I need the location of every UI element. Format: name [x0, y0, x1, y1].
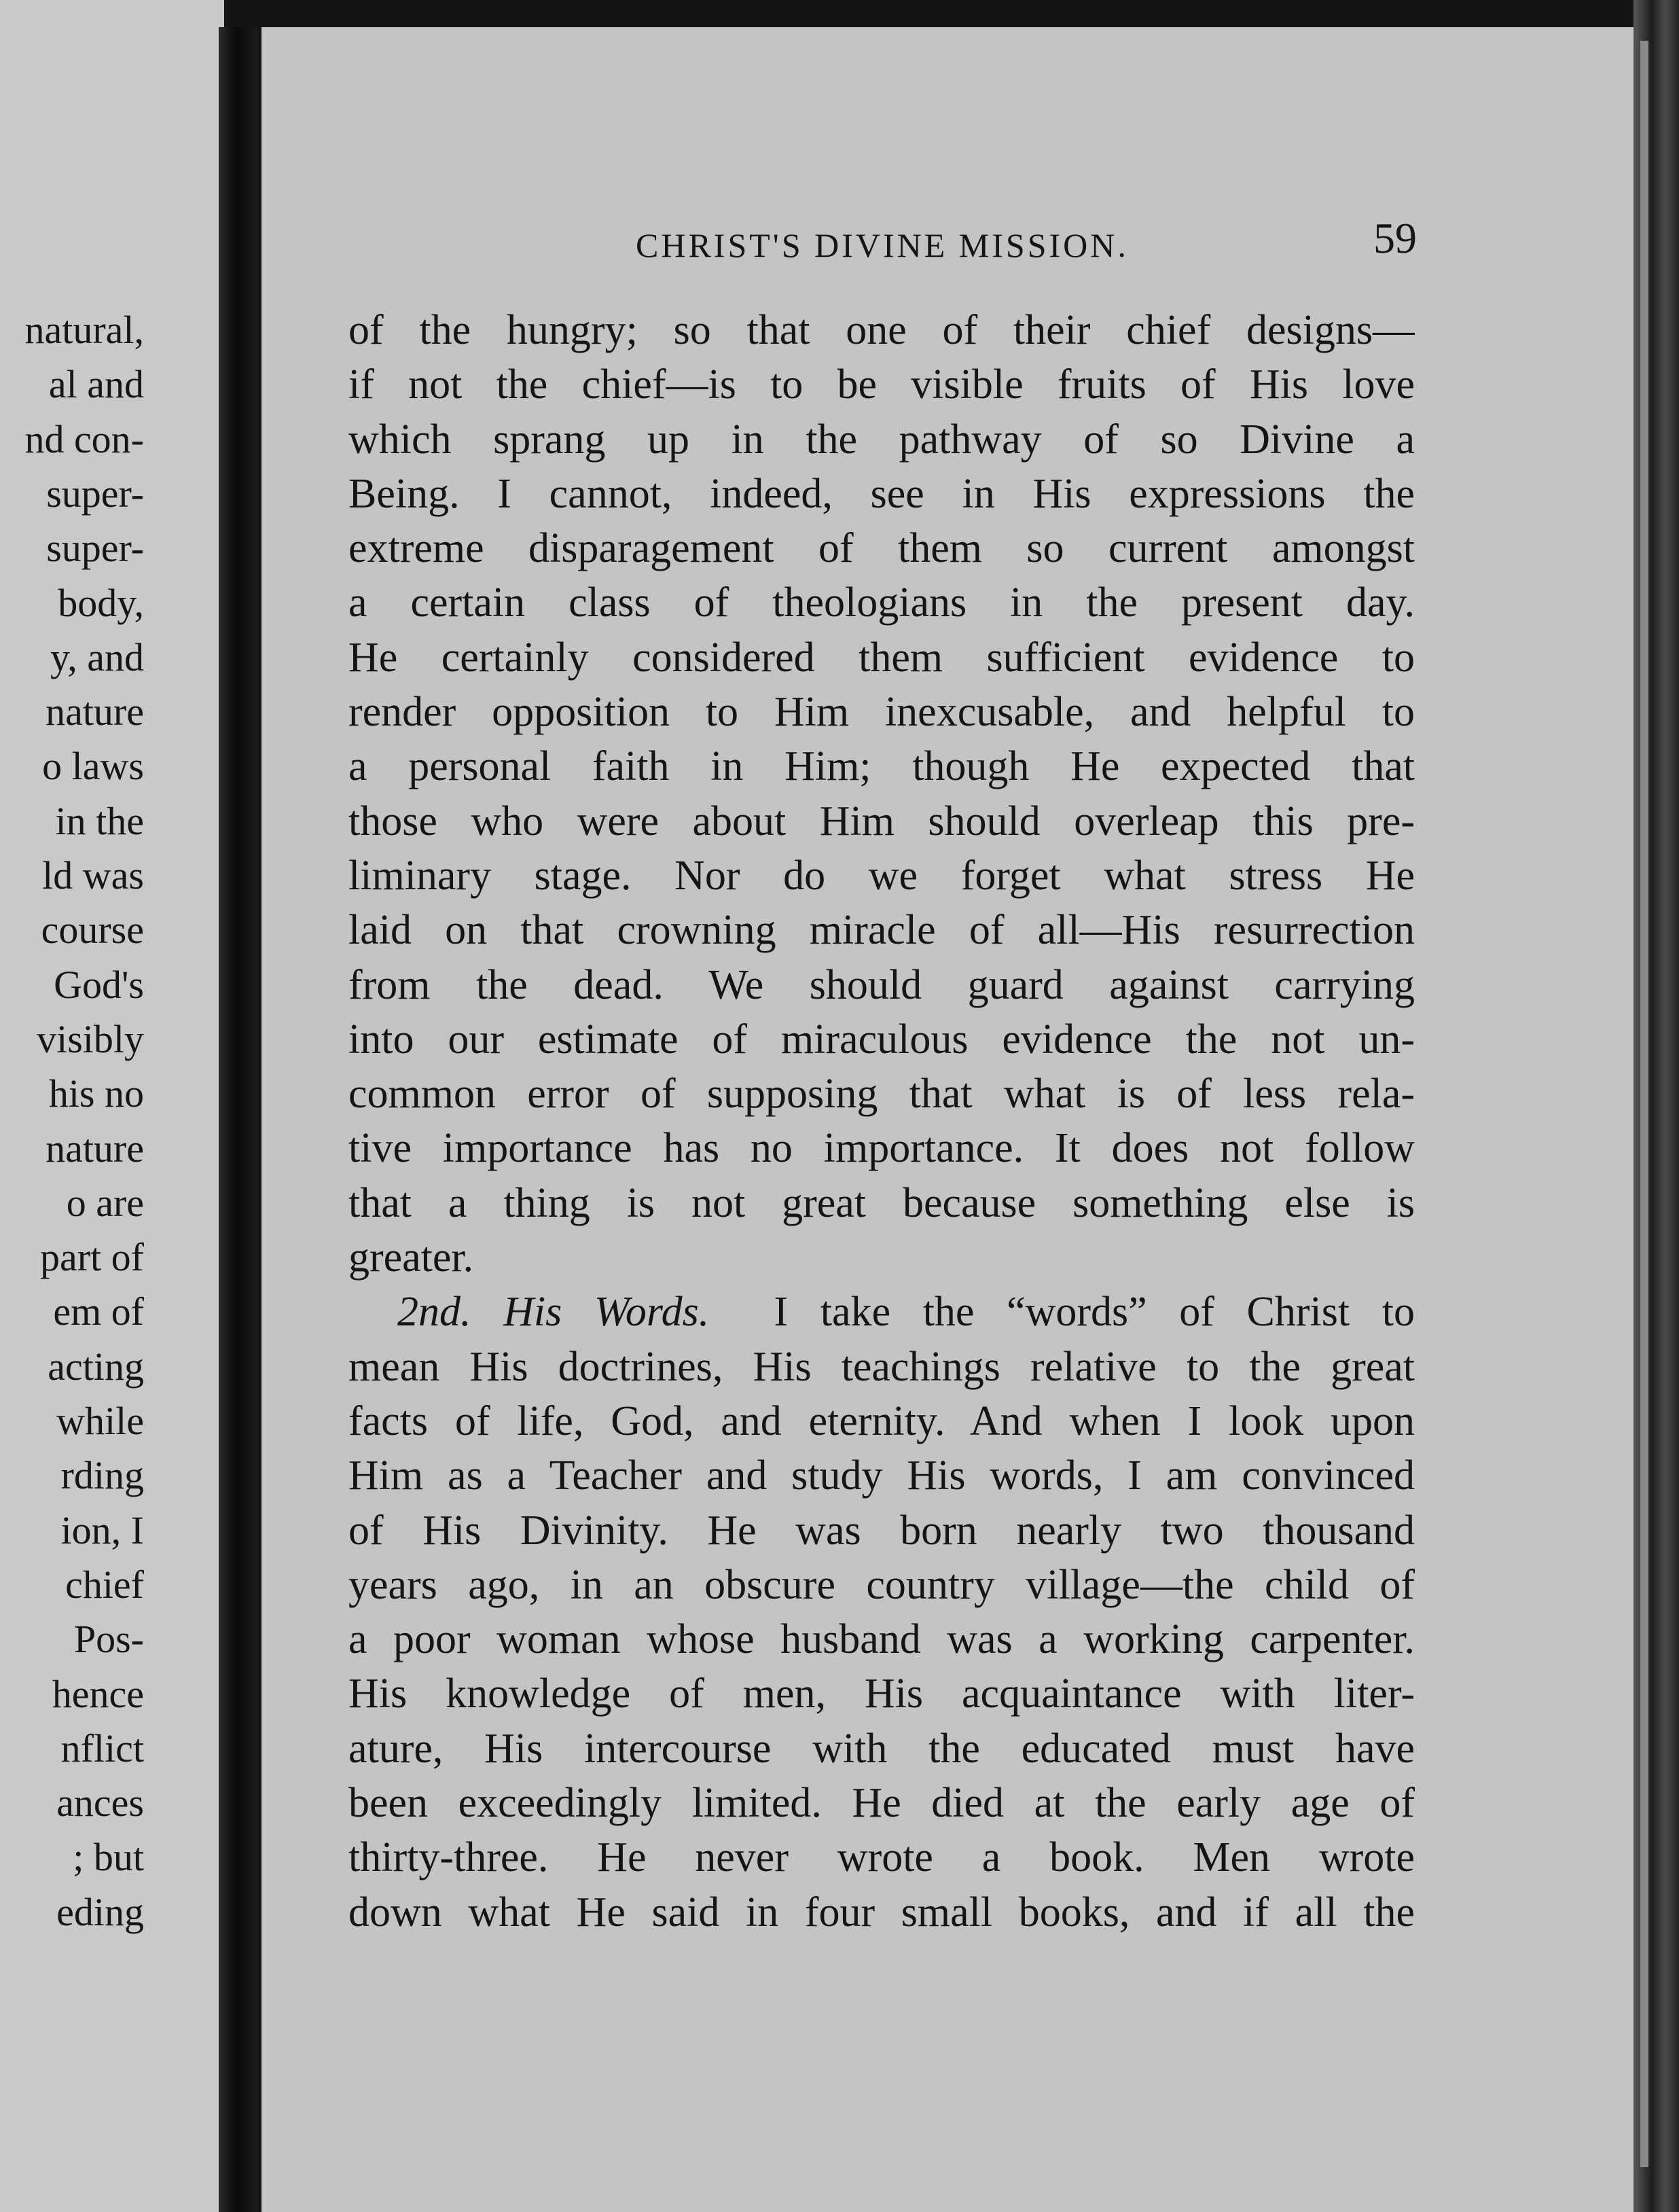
book-gutter	[219, 27, 258, 2212]
left-page-line-fragment: ld was	[42, 853, 144, 897]
text-line: laid on that crowning miracle of all—His resurrection	[348, 907, 1415, 954]
text-line: a personal faith in Him; though He expected that	[348, 743, 1415, 790]
text-fragment: I take the “words” of Christ to	[774, 1289, 1415, 1336]
running-title: CHRIST'S DIVINE MISSION.	[636, 226, 1129, 264]
text-line: into our estimate of miraculous evidence the not un-	[348, 1016, 1415, 1063]
left-page-line-fragment: in the	[55, 798, 144, 843]
text-line: He certainly considered them sufficient evidence to	[348, 634, 1415, 681]
left-page-line-fragment: course	[41, 908, 144, 952]
text-line: thirty-three. He never wrote a book. Men wrote	[348, 1834, 1415, 1881]
text-line: Him as a Teacher and study His words, I am convinced	[348, 1452, 1415, 1499]
text-line: from the dead. We should guard against carrying	[348, 961, 1415, 1008]
left-page-line-fragment: visibly	[37, 1016, 144, 1061]
left-page-line-fragment: o laws	[42, 744, 144, 789]
left-page-line-fragment: body,	[58, 580, 144, 625]
text-line: that a thing is not great because something else is	[348, 1179, 1415, 1226]
paragraph-2-first-line	[348, 1285, 1415, 1339]
text-line: ature, His intercourse with the educated must have	[348, 1725, 1415, 1772]
text-line: which sprang up in the pathway of so Divine a	[348, 416, 1415, 463]
text-line: render opposition to Him inexcusable, and helpful to	[348, 689, 1415, 736]
left-page-cropped	[0, 0, 224, 2212]
paragraph-end-line: greater.	[348, 1234, 474, 1281]
text-line: tive importance has no importance. It does not follow	[348, 1125, 1415, 1172]
left-page-line-fragment: part of	[40, 1235, 144, 1280]
left-page-line-fragment: nflict	[60, 1726, 144, 1770]
body-text	[348, 303, 1415, 1940]
left-page-line-fragment: super-	[46, 471, 144, 516]
left-page-line-fragment: rding	[60, 1453, 144, 1498]
text-line: down what He said in four small books, and if all the	[348, 1889, 1415, 1936]
left-page-line-fragment: al and	[48, 362, 144, 407]
text-line: a poor woman whose husband was a working carpenter.	[348, 1616, 1415, 1663]
left-page-line-fragment: hence	[52, 1671, 144, 1716]
left-page-line-fragment: ances	[56, 1781, 144, 1825]
section-heading: 2nd. His Words.	[397, 1289, 710, 1336]
left-page-line-fragment: ; but	[73, 1835, 144, 1880]
left-page-line-fragment: y, and	[50, 635, 144, 679]
text-line: if not the chief—is to be visible fruits of His love	[348, 361, 1415, 408]
left-page-line-fragment: nature	[46, 1126, 144, 1171]
text-line: of His Divinity. He was born nearly two thousand	[348, 1507, 1415, 1554]
page-header	[636, 213, 1417, 274]
left-page-line-fragment: o are	[66, 1180, 144, 1225]
page-number: 59	[1373, 214, 1417, 262]
text-line: facts of life, God, and eternity. And when I look upon	[348, 1397, 1415, 1444]
left-page-line-fragment: natural,	[24, 308, 144, 352]
text-line: liminary stage. Nor do we forget what stress He	[348, 852, 1415, 899]
text-line: common error of supposing that what is of less rela-	[348, 1071, 1415, 1118]
text-line: Being. I cannot, indeed, see in His expressions the	[348, 470, 1415, 517]
text-line: those who were about Him should overleap this pre-	[348, 798, 1415, 844]
left-page-line-fragment: Pos-	[73, 1617, 144, 1662]
text-line: His knowledge of men, His acquaintance with liter-	[348, 1671, 1415, 1717]
text-line: of the hungry; so that one of their chief designs—	[348, 307, 1415, 353]
left-page-line-fragment: acting	[48, 1344, 144, 1389]
left-page-line-fragment: God's	[54, 962, 144, 1007]
page-edge	[1633, 0, 1679, 2212]
left-page-line-fragment: nature	[46, 690, 144, 734]
left-page-line-fragment: while	[56, 1399, 144, 1443]
left-page-line-fragment: his no	[48, 1071, 144, 1116]
text-line: a certain class of theologians in the present day.	[348, 579, 1415, 626]
left-page-line-fragment: eding	[56, 1889, 144, 1934]
text-line: been exceedingly limited. He died at the early age of	[348, 1780, 1415, 1827]
left-page-line-fragment: em of	[53, 1289, 144, 1334]
left-page-line-fragment: chief	[65, 1562, 144, 1607]
text-line: extreme disparagement of them so current amongst	[348, 525, 1415, 572]
left-page-line-fragment: nd con-	[24, 416, 144, 461]
text-line: mean His doctrines, His teachings relative to the great	[348, 1343, 1415, 1390]
text-line: years ago, in an obscure country village—the child of	[348, 1561, 1415, 1608]
left-page-line-fragment: super-	[46, 526, 144, 571]
left-page-line-fragment: ion, I	[60, 1508, 144, 1552]
